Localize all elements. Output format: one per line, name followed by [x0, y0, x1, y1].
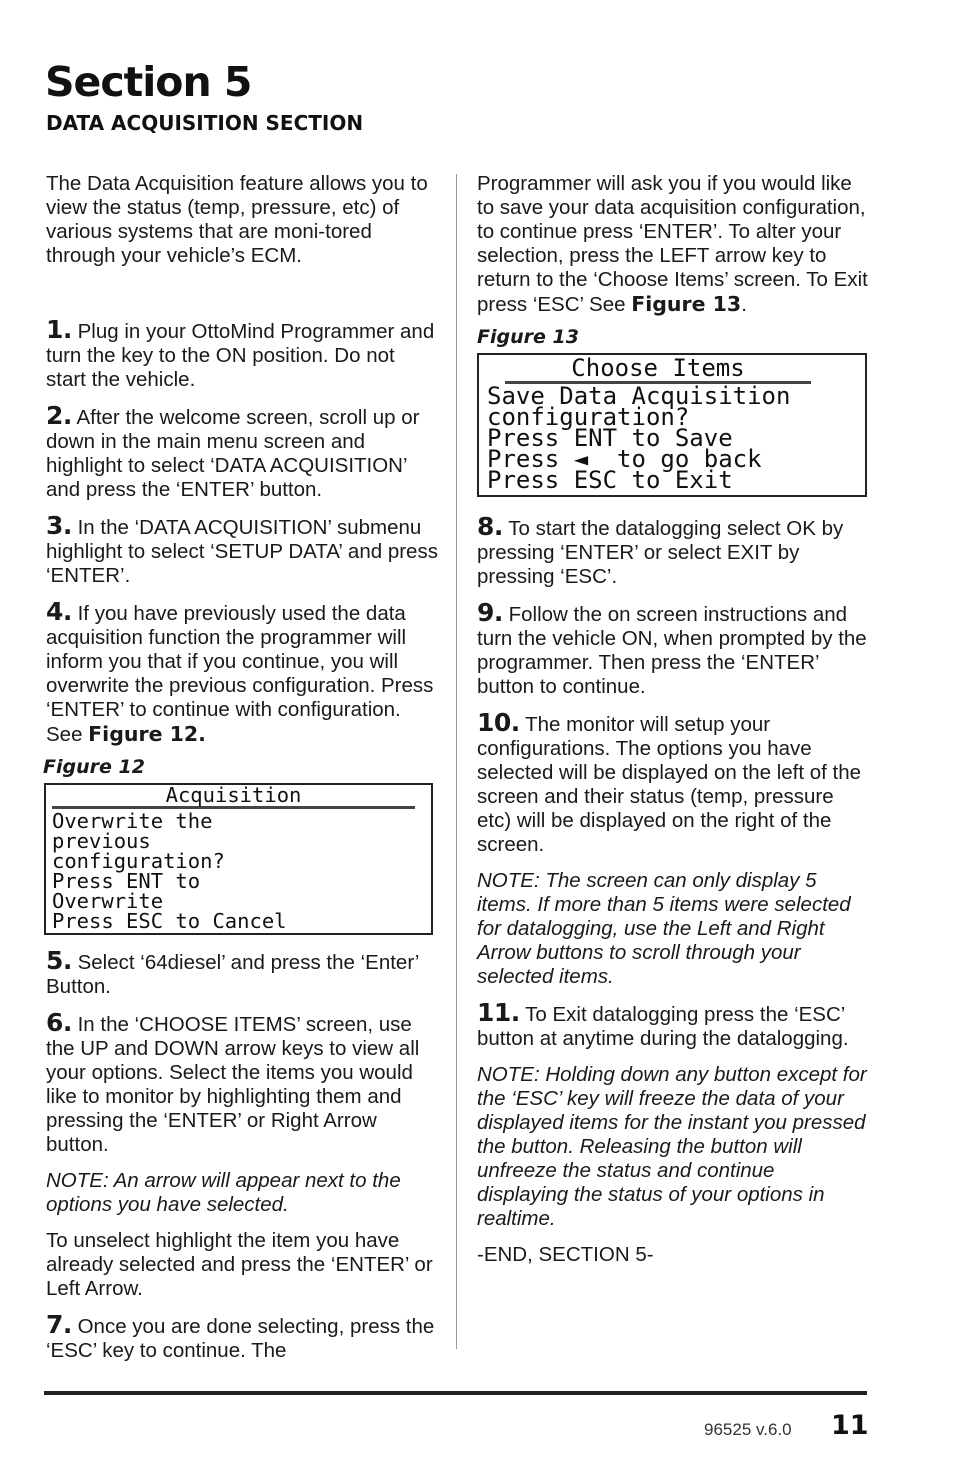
right-column: [477, 172, 869, 1279]
continued-end: .: [741, 293, 747, 316]
left-column: [43, 172, 438, 1375]
step-text: To Exit datalogging press the ‘ESC’ button at anytime during the datalogging.: [477, 1003, 849, 1050]
step-2: [46, 401, 438, 502]
lcd-header: Acquisition: [52, 785, 415, 809]
step-number: 4.: [46, 597, 72, 626]
lcd-line: configuration?: [52, 849, 225, 873]
step-7-continued: [477, 172, 869, 317]
end-of-section: -END, SECTION 5-: [477, 1243, 654, 1266]
lcd-line: Overwrite: [52, 889, 164, 913]
step-number: 9.: [477, 598, 503, 627]
lcd-line: previous: [52, 829, 151, 853]
step-text: In the ‘DATA ACQUISITION’ submenu highlight to select ‘SETUP DATA’ and press ‘ENTER’.: [46, 516, 438, 587]
footer-rule: [44, 1391, 867, 1395]
note-screen-items: NOTE: The screen can only display 5 items. If more than 5 items were selected for datalogging, use the Left and Right Arrow buttons to scroll through your selected items.: [477, 869, 851, 988]
step-text: Once you are done selecting, press the ‘ESC’ key to continue. The: [46, 1315, 435, 1362]
lcd-text: to go back: [588, 445, 762, 473]
step-11: [477, 998, 869, 1051]
document-id: 96525 v.6.0: [704, 1420, 792, 1439]
step-text: The monitor will setup your configurations. The options you have selected will be displayed on the left of the screen and their status (temp, pressure etc) will be displayed on the right of the screen.: [477, 713, 862, 856]
lcd-line: Press ESC to Cancel: [52, 909, 287, 933]
lcd-text: Press: [487, 445, 574, 473]
section-subtitle: DATA ACQUISITION SECTION: [46, 111, 364, 135]
lcd-header: Choose Items: [505, 355, 811, 384]
lcd-line: Press ENT to: [52, 869, 201, 893]
step-number: 1.: [46, 315, 72, 344]
step-text: After the welcome screen, scroll up or down in the main menu screen and highlight to select ‘DATA ACQUISITION’ and press the ‘ENTER’ button.: [46, 406, 420, 501]
lcd-line: Overwrite the: [52, 809, 213, 833]
step-number: 3.: [46, 511, 72, 540]
figure-12-caption: Figure 12: [43, 756, 145, 778]
section-title: Section 5: [45, 58, 252, 106]
step-4: [46, 597, 438, 747]
step-7: [46, 1310, 438, 1363]
step-5: [46, 946, 438, 999]
figure-12-lcd-screen: [44, 783, 433, 935]
step-text: Select ‘64diesel’ and press the ‘Enter’ Button.: [46, 951, 419, 998]
figure-reference: Figure 12.: [88, 722, 206, 746]
unselect-paragraph: To unselect highlight the item you have already selected and press the ‘ENTER’ or Left Arrow.: [46, 1229, 433, 1300]
step-6: [46, 1008, 438, 1157]
left-arrow-icon: ◄: [573, 445, 589, 473]
step-1: [46, 315, 438, 392]
step-number: 2.: [46, 401, 72, 430]
note-freeze: NOTE: Holding down any button except for the ‘ESC’ key will freeze the data of your displayed items for the instant you pressed the button. Releasing the button will unfreeze the status and continue displaying the status of your options in realtime.: [477, 1063, 867, 1230]
note-arrow: NOTE: An arrow will appear next to the options you have selected.: [46, 1169, 401, 1216]
lcd-line: Save Data Acquisition: [487, 382, 791, 410]
lcd-line: Press ESC to Exit: [487, 466, 733, 494]
step-10: [477, 708, 869, 857]
step-text: Follow the on screen instructions and turn the vehicle ON, when prompted by the programmer. Then press the ‘ENTER’ button to continue.: [477, 603, 867, 698]
page-number: 11: [831, 1410, 869, 1441]
step-9: [477, 598, 869, 699]
column-divider: [456, 174, 457, 1349]
step-number: 8.: [477, 512, 503, 541]
step-number: 5.: [46, 946, 72, 975]
step-text: In the ‘CHOOSE ITEMS’ screen, use the UP and DOWN arrow keys to view all your options. Select the items you would like to monitor by highlighting them and pressing the ‘ENTER’ or Right Arrow button.: [46, 1013, 420, 1156]
step-number: 11.: [477, 998, 520, 1027]
step-text: To start the datalogging select OK by pressing ‘ENTER’ or select EXIT by pressing ‘ESC’.: [477, 517, 844, 588]
figure-13-lcd-screen: [477, 353, 867, 497]
figure-13-caption: Figure 13: [477, 326, 579, 348]
intro-paragraph: The Data Acquisition feature allows you to view the status (temp, pressure, etc) of various systems that are moni-tored through your vehicle’s ECM.: [46, 172, 428, 267]
step-text: Plug in your OttoMind Programmer and turn the key to the ON position. Do not start the vehicle.: [46, 320, 435, 391]
step-3: [46, 511, 438, 588]
figure-reference: Figure 13: [631, 292, 742, 316]
step-text: If you have previously used the data acquisition function the programmer will inform you that if you continue, you will overwrite the previous configuration. Press ‘ENTER’ to continue with configuration. See: [46, 602, 434, 746]
lcd-line: Press ENT to Save: [487, 424, 733, 452]
step-8: [477, 512, 869, 589]
step-number: 10.: [477, 708, 520, 737]
lcd-line: configuration?: [487, 403, 690, 431]
step-number: 6.: [46, 1008, 72, 1037]
step-number: 7.: [46, 1310, 72, 1339]
continued-text: Programmer will ask you if you would like to save your data acquisition configuration, to continue press ‘ENTER’. To alter your selection, press the LEFT arrow key to return to the ‘Choose Items’ screen. To Exit press ‘ESC’ See: [477, 172, 868, 316]
